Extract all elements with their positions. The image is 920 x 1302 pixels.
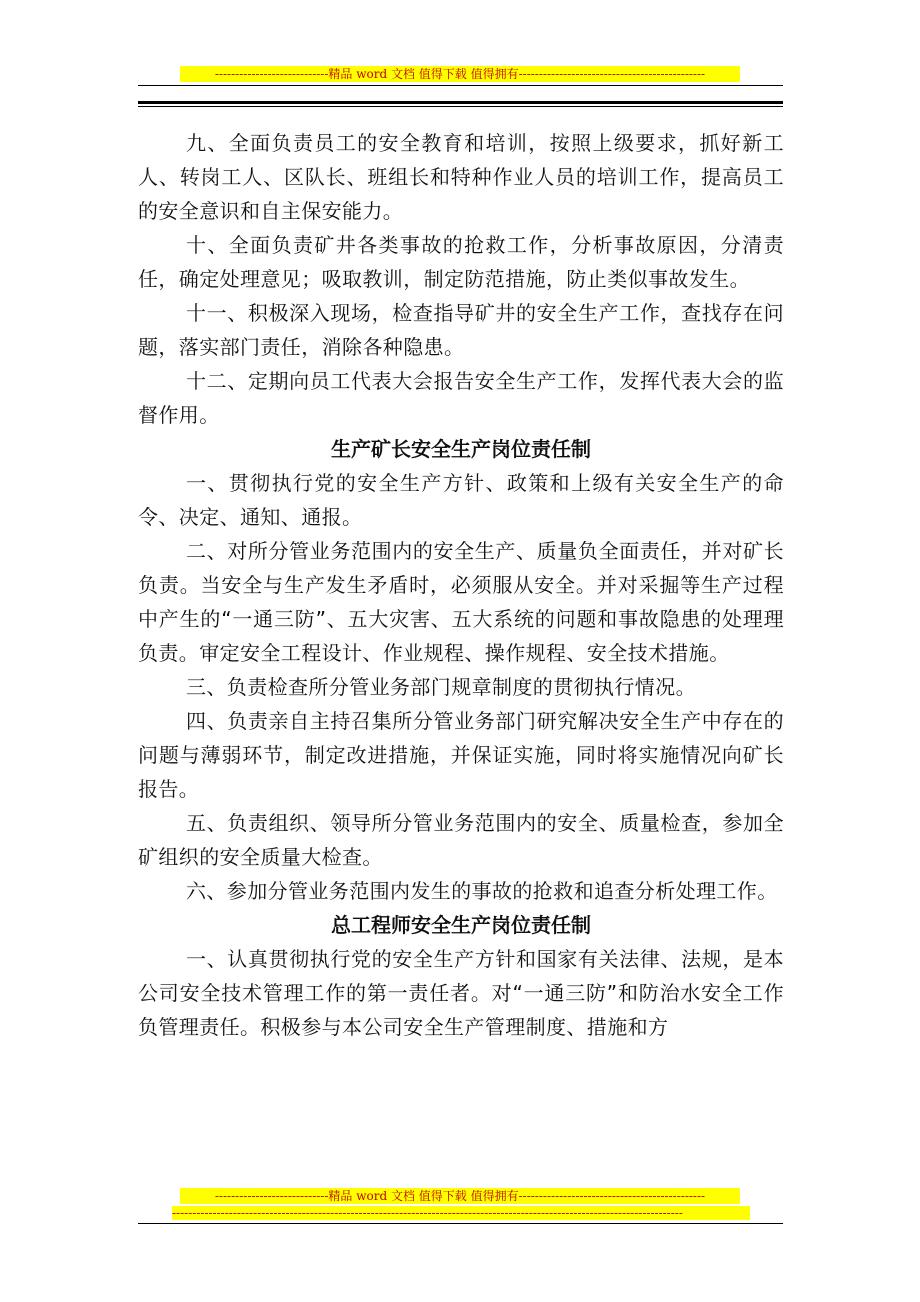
paragraph: 五、负责组织、领导所分管业务范围内的安全、质量检查，参加全矿组织的安全质量大检查。	[138, 811, 784, 869]
paragraph: 三、负责检查所分管业务部门规章制度的贯彻执行情况。	[186, 675, 696, 699]
footer-rule	[138, 1223, 783, 1224]
footer-dash-line: ------------------------------------------------------------------------------------------------------------------------------	[172, 1206, 750, 1220]
paragraph: 十二、定期向员工代表大会报告安全生产工作，发挥代表大会的监督作用。	[138, 369, 784, 427]
header-rule-thick	[138, 101, 783, 104]
paragraph: 一、认真贯彻执行党的安全生产方针和国家有关法律、法规，是本公司安全技术管理工作的第一责任者。对“一通三防”和防治水安全工作负管理责任。积极参与本公司安全生产管理制度、措施和方	[138, 947, 784, 1039]
paragraph: 十、全面负责矿井各类事故的抢救工作，分析事故原因，分清责任，确定处理意见；吸取教训，制定防范措施，防止类似事故发生。	[138, 233, 784, 291]
paragraph: 四、负责亲自主持召集所分管业务部门研究解决安全生产中存在的问题与薄弱环节，制定改进措施，并保证实施，同时将实施情况向矿长报告。	[138, 709, 784, 801]
header-rule-bottom	[138, 106, 783, 107]
paragraph: 十一、积极深入现场，检查指导矿井的安全生产工作，查找存在问题，落实部门责任，消除各种隐患。	[138, 301, 784, 359]
header-banner: ----------------------------精品 word 文档 值得下载 值得拥有----------------------------------------------	[180, 66, 740, 82]
section-heading: 总工程师安全生产岗位责任制	[331, 913, 591, 937]
document-body	[138, 126, 784, 1044]
paragraph: 一、贯彻执行党的安全生产方针、政策和上级有关安全生产的命令、决定、通知、通报。	[138, 471, 784, 529]
header-rule-top	[138, 85, 783, 86]
paragraph: 六、参加分管业务范围内发生的事故的抢救和追查分析处理工作。	[186, 879, 778, 903]
paragraph: 九、全面负责员工的安全教育和培训，按照上级要求，抓好新工人、转岗工人、区队长、班组长和特种作业人员的培训工作，提高员工的安全意识和自主保安能力。	[138, 131, 784, 223]
footer-banner: ----------------------------精品 word 文档 值得下载 值得拥有----------------------------------------------	[180, 1188, 740, 1204]
section-heading: 生产矿长安全生产岗位责任制	[331, 437, 591, 461]
paragraph: 二、对所分管业务范围内的安全生产、质量负全面责任，并对矿长负责。当安全与生产发生矛盾时，必须服从安全。并对采掘等生产过程中产生的“一通三防”、五大灾害、五大系统的问题和事故隐患的处理理负责。审定安全工程设计、作业规程、操作规程、安全技术措施。	[138, 539, 784, 665]
